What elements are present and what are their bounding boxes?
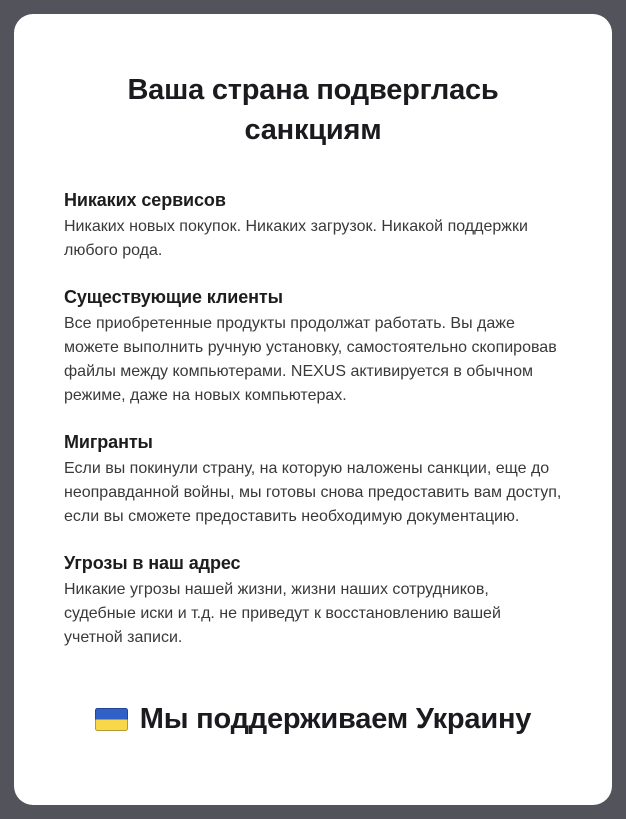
section-threats [64, 551, 562, 650]
ukraine-support-banner [64, 702, 562, 736]
section-existing-customers [64, 285, 562, 408]
page-title-line-2: санкциям [244, 114, 382, 146]
sanctions-notice-card [14, 14, 612, 805]
section-migrants [64, 430, 562, 529]
section-body: Никакие угрозы нашей жизни, жизни наших сотрудников, судебные иски и т.д. не приведут к восстановлению вашей учетной записи. [64, 581, 501, 646]
section-body: Если вы покинули страну, на которую наложены санкции, еще до неоправданной войны, мы готовы снова предоставить вам доступ, если вы сможете предоставить необходимую документацию. [64, 460, 562, 525]
ukraine-flag-icon [95, 708, 128, 731]
section-heading: Никаких сервисов [64, 190, 226, 210]
ukraine-support-text: Мы поддерживаем Украину [139, 703, 532, 735]
section-heading: Существующие клиенты [64, 287, 283, 307]
section-body: Все приобретенные продукты продолжат работать. Вы даже можете выполнить ручную установку, самостоятельно скопировав файлы между компьютерами. NEXUS активируется в обычном режиме, даже на новых компьютерах. [64, 315, 557, 404]
section-body: Никаких новых покупок. Никаких загрузок. Никакой поддержки любого рода. [64, 218, 528, 259]
section-heading: Мигранты [64, 432, 153, 452]
page-title [64, 70, 562, 150]
section-no-services [64, 188, 562, 263]
section-heading: Угрозы в наш адрес [64, 553, 241, 573]
page-title-line-1: Ваша страна подверглась [127, 74, 499, 106]
